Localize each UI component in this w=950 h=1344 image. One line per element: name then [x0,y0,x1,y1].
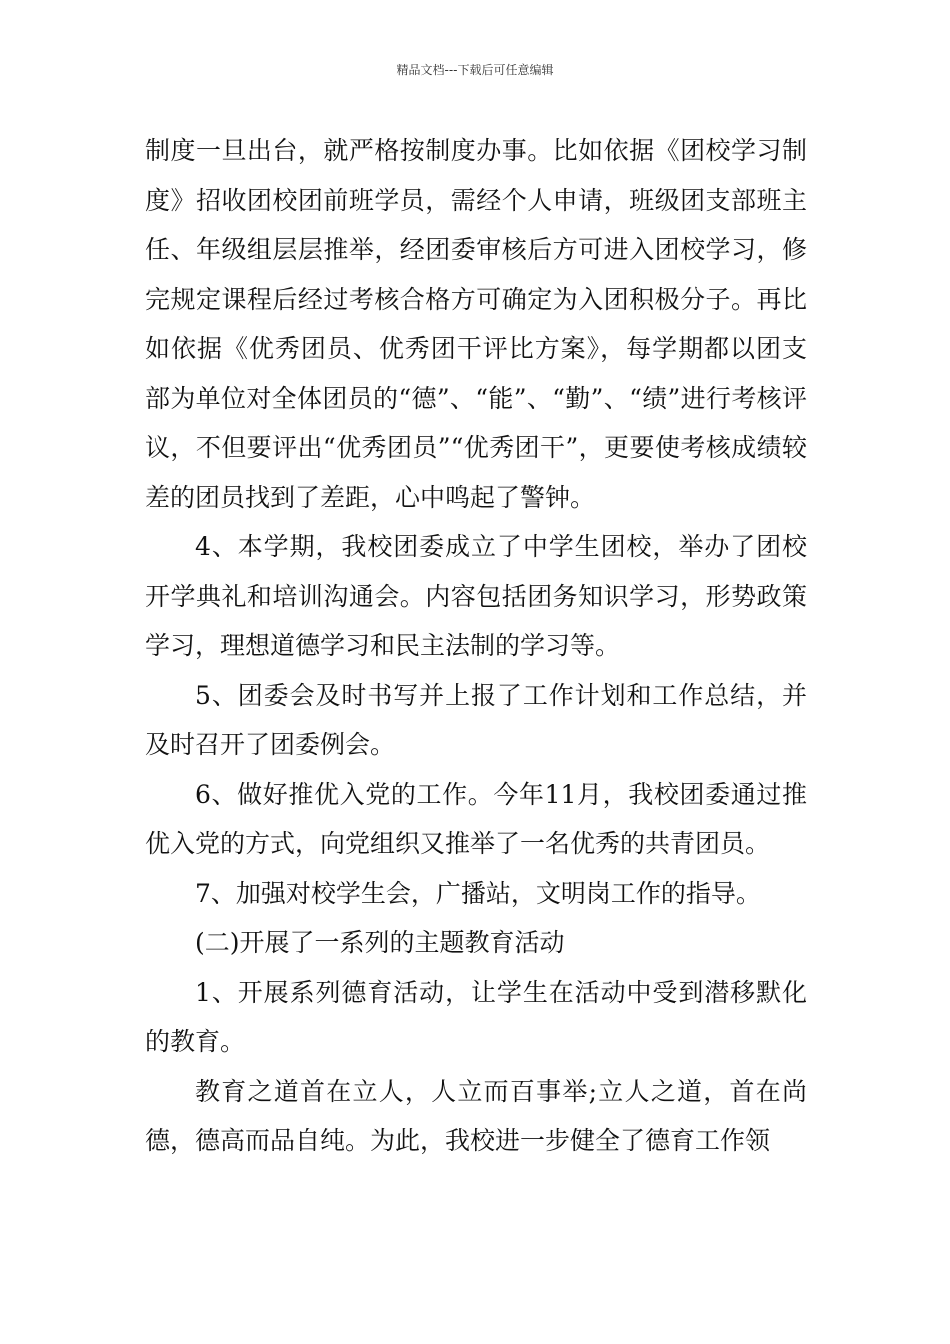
document-body [145,126,807,1166]
paragraph-5: 7、加强对校学生会，广播站，文明岗工作的指导。 [195,878,761,908]
paragraph-2: 4、本学期，我校团委成立了中学生团校，举办了团校开学典礼和培训沟通会。内容包括团务知识学习，形势政策学习，理想道德学习和民主法制的学习等。 [145,532,807,660]
paragraph-3: 5、团委会及时书写并上报了工作计划和工作总结，并及时召开了团委例会。 [145,680,807,759]
paragraph-6: 1、开展系列德育活动，让学生在活动中受到潜移默化的教育。 [145,977,807,1056]
paragraph-4: 6、做好推优入党的工作。今年11月，我校团委通过推优入党的方式，向党组织又推举了一名优秀的共青团员。 [145,779,807,858]
page-header: 精品文档---下载后可任意编辑 [396,63,554,77]
section-heading: (二)开展了一系列的主题教育活动 [195,928,565,957]
paragraph-1: 制度一旦出台，就严格按制度办事。比如依据《团校学习制度》招收团校团前班学员，需经个人申请，班级团支部班主任、年级组层层推举，经团委审核后方可进入团校学习，修完规定课程后经过考核合格方可确定为入团积极分子。再比如依据《优秀团员、优秀团干评比方案》，每学期都以团支部为单位对全体团员的“德”、“能”、“勤”、“绩”进行考核评议，不但要评出“优秀团员”“优秀团干”，更要使考核成绩较差的团员找到了差距，心中鸣起了警钟。 [145,136,807,512]
paragraph-7: 教育之道首在立人，人立而百事举;立人之道，首在尚德，德高而品自纯。为此，我校进一步健全了德育工作领 [145,1076,807,1155]
